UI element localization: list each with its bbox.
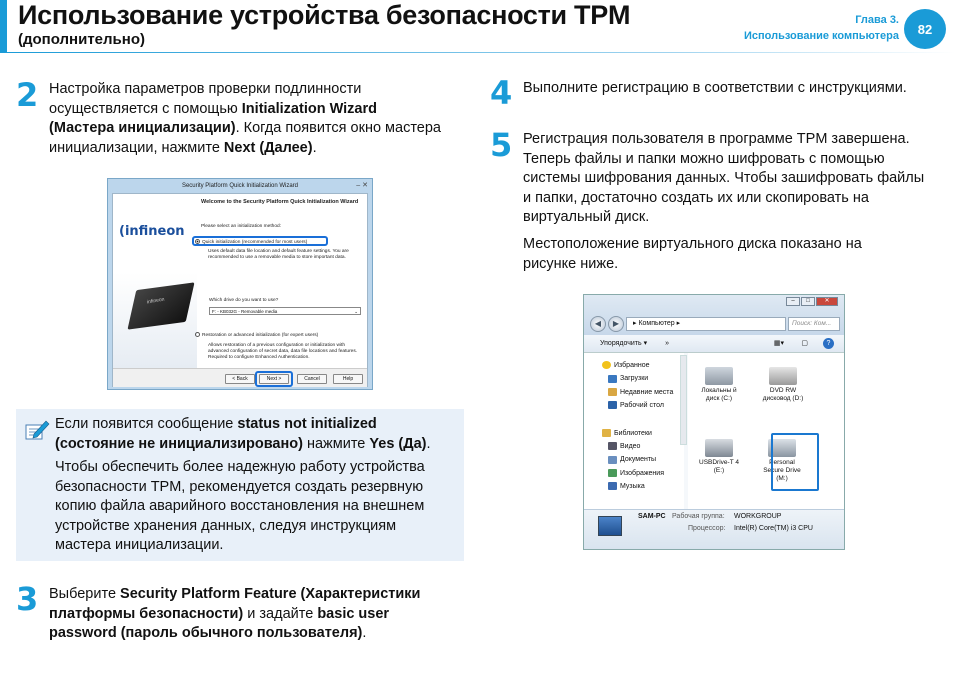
wizard-title: Security Platform Quick Initialization Wizard (181, 183, 299, 189)
wizard-option-quick[interactable]: Quick initialization (recommended for most users) (195, 239, 307, 246)
drive-label: Локальны й диск (C:) (701, 387, 737, 402)
view-icon[interactable]: ▦▾ (773, 340, 784, 347)
minimize-icon[interactable]: – (786, 297, 800, 306)
step-4-text: Выполните регистрацию в соответствии с инструкциями. (523, 80, 907, 96)
next-button[interactable]: Next > (259, 374, 289, 384)
step-3-line-3: password (пароль обычного пользователя). (49, 625, 367, 642)
step-2-line-1: Настройка параметров проверки подлинности (49, 81, 362, 97)
wizard-welcome-heading: Welcome to the Security Platform Quick Initialization Wizard (201, 199, 359, 205)
step-2-line-3: (Мастера инициализации). Когда появится окно мастера (49, 120, 441, 137)
video-icon (608, 442, 617, 450)
explorer-nav-pane (584, 353, 684, 509)
note-pencil-icon (24, 419, 50, 441)
help-button[interactable]: Help (333, 374, 363, 384)
radio-advanced-icon[interactable] (195, 332, 200, 337)
drive-label: Personal Secure Drive (M:) (763, 459, 801, 482)
toolbar-more[interactable]: » (665, 340, 669, 347)
explorer-screenshot (583, 294, 845, 550)
status-pc-name: SAM-PC (638, 513, 666, 520)
drive-select[interactable]: F: - KB032G - Removable media ⌄ (209, 307, 361, 315)
preview-pane-icon[interactable]: ▢ (801, 340, 808, 347)
quick-option-highlight (192, 236, 328, 246)
step-5-text (523, 130, 948, 228)
chapter-info (744, 12, 899, 44)
drive-local-c[interactable] (694, 367, 744, 403)
nav-item-recent[interactable]: Недавние места (584, 386, 684, 399)
explorer-status-bar (584, 509, 844, 549)
address-bar[interactable]: ▸ Компьютер ▸ (626, 317, 786, 331)
wizard-footer (113, 368, 367, 387)
nav-item-downloads[interactable]: Загрузки (584, 372, 684, 385)
step-5-line-5: виртуальный диск. (523, 209, 650, 226)
documents-icon (608, 456, 617, 464)
nav-item-libraries[interactable]: Библиотеки (584, 427, 684, 440)
explorer-window-controls (785, 297, 838, 306)
music-icon (608, 482, 617, 490)
drive-label: USBDrive-T 4 (E:) (699, 459, 739, 474)
status-workgroup: WORKGROUP (734, 513, 782, 520)
back-arrow-icon[interactable]: ◀ (590, 316, 606, 332)
maximize-icon[interactable]: □ (801, 297, 815, 306)
status-workgroup-label: Рабочая группа: (672, 513, 725, 520)
step-3-number: 3 (16, 580, 39, 618)
usb-drive-icon (705, 439, 733, 457)
step-5-line-4: и папки, достаточно создать их или скопировать на (523, 189, 869, 206)
step-3-text (49, 585, 469, 644)
step-5-line-3: системы шифрования данных. Чтобы зашифровать файлы (523, 170, 925, 187)
drive-usb-e[interactable] (694, 439, 744, 475)
hard-drive-icon (705, 367, 733, 385)
drive-label: DVD RW дисковод (D:) (762, 387, 804, 402)
wizard-drive-question: Which drive do you want to use? (209, 298, 279, 303)
wizard-select-method: Please select an initialization method: (201, 224, 281, 229)
nav-item-favorites[interactable]: Избранное (584, 359, 684, 372)
status-cpu: Intel(R) Core(TM) i3 CPU (734, 525, 813, 532)
note-line-2: (состояние не инициализировано) нажмите Yes (Да). (55, 435, 431, 452)
downloads-icon (608, 375, 617, 383)
step-3-line-1: Выберите Security Platform Feature (Характеристики (49, 586, 421, 602)
note-p2-line-3: копию файла аварийного восстановления на внешнем (55, 498, 425, 515)
chip-label: infineon (146, 296, 165, 306)
pictures-icon (608, 469, 617, 477)
infineon-logo: (infineon (119, 224, 185, 239)
nav-item-music[interactable]: Музыка (584, 480, 684, 493)
step-5-p2-line-2: рисунке ниже. (523, 255, 619, 272)
note-p2-line-4: устройстве хранения данных, следуя инструкциям (55, 517, 397, 534)
organize-menu[interactable]: Упорядочить ▾ (600, 340, 648, 347)
wizard-option-advanced[interactable]: Restoration or advanced initialization (for expert users) (195, 332, 318, 339)
page-subtitle: (дополнительно) (18, 31, 145, 48)
status-cpu-label: Процессор: (688, 525, 726, 532)
page-number-badge: 82 (904, 9, 946, 49)
note-p2-line-5: мастера инициализации. (55, 537, 224, 554)
nav-item-video[interactable]: Видео (584, 440, 684, 453)
note-box (16, 409, 464, 561)
secure-drive-highlight (771, 433, 819, 491)
step-2-number: 2 (16, 76, 39, 114)
step-5-p2-line-1: Местоположение виртуального диска показано на (523, 236, 862, 252)
wizard-window-controls: – ✕ (356, 182, 368, 189)
step-2-line-4: инициализации, нажмите Next (Далее). (49, 139, 317, 156)
chip-image (127, 282, 194, 329)
step-4-number: 4 (490, 74, 513, 112)
cancel-button[interactable]: Cancel (297, 374, 327, 384)
note-paragraph-2 (55, 458, 460, 556)
recent-places-icon (608, 388, 617, 396)
explorer-titlebar (584, 295, 844, 335)
chevron-down-icon: ⌄ (354, 309, 358, 314)
step-5-number: 5 (490, 126, 513, 164)
note-line-1: Если появится сообщение status not initialized (55, 416, 377, 432)
wizard-left-panel (113, 194, 197, 368)
step-5-paragraph-2 (523, 235, 948, 274)
nav-scrollbar[interactable] (680, 355, 687, 445)
wizard-option-quick-desc: Uses default data file location and default feature settings. You are recommended to use a removable media to store important data. (208, 249, 349, 260)
search-input[interactable]: Поиск: Ком... (788, 317, 840, 331)
step-5-line-1: Регистрация пользователя в программе TPM завершена. (523, 131, 910, 147)
dvd-drive-icon (769, 367, 797, 385)
page-title: Использование устройства безопасности TPM (18, 0, 631, 30)
header-accent-bar (0, 0, 7, 52)
note-paragraph-1 (55, 415, 460, 454)
libraries-icon (602, 429, 611, 437)
drive-dvd-d[interactable] (758, 367, 808, 403)
note-p2-line-1: Чтобы обеспечить более надежную работу устройства (55, 459, 425, 475)
explorer-content (688, 353, 844, 509)
computer-icon (598, 516, 622, 536)
explorer-toolbar (584, 335, 844, 353)
nav-item-desktop[interactable]: Рабочий стол (584, 399, 684, 412)
star-icon (602, 361, 611, 369)
wizard-body (112, 193, 368, 387)
back-button[interactable]: < Back (225, 374, 255, 384)
header-divider (0, 52, 955, 53)
note-p2-line-2: безопасности TPM, рекомендуется создать резервную (55, 478, 424, 495)
step-5-line-2: Теперь файлы и папки можно шифровать с помощью (523, 150, 885, 167)
wizard-option-advanced-desc: Allows restoration of a previous configuration or initialization with advanced configuration of secret data, data file locations and features. Required to configure Enhanced Authentication. (208, 343, 358, 360)
nav-item-documents[interactable]: Документы (584, 453, 684, 466)
step-2-text (49, 80, 469, 158)
chapter-name: Использование компьютера (743, 30, 899, 42)
chapter-number: Глава 3. (855, 14, 899, 26)
next-button-highlight (255, 371, 293, 387)
step-3-line-2: платформы безопасности) и задайте basic user (49, 605, 390, 622)
nav-item-pictures[interactable]: Изображения (584, 467, 684, 480)
tpm-wizard-screenshot (107, 178, 373, 390)
step-2-line-2: осуществляется с помощью Initialization Wizard (49, 100, 377, 117)
close-icon[interactable]: ✕ (816, 297, 838, 306)
desktop-icon (608, 401, 617, 409)
help-icon[interactable]: ? (823, 338, 834, 349)
forward-arrow-icon[interactable]: ▶ (608, 316, 624, 332)
